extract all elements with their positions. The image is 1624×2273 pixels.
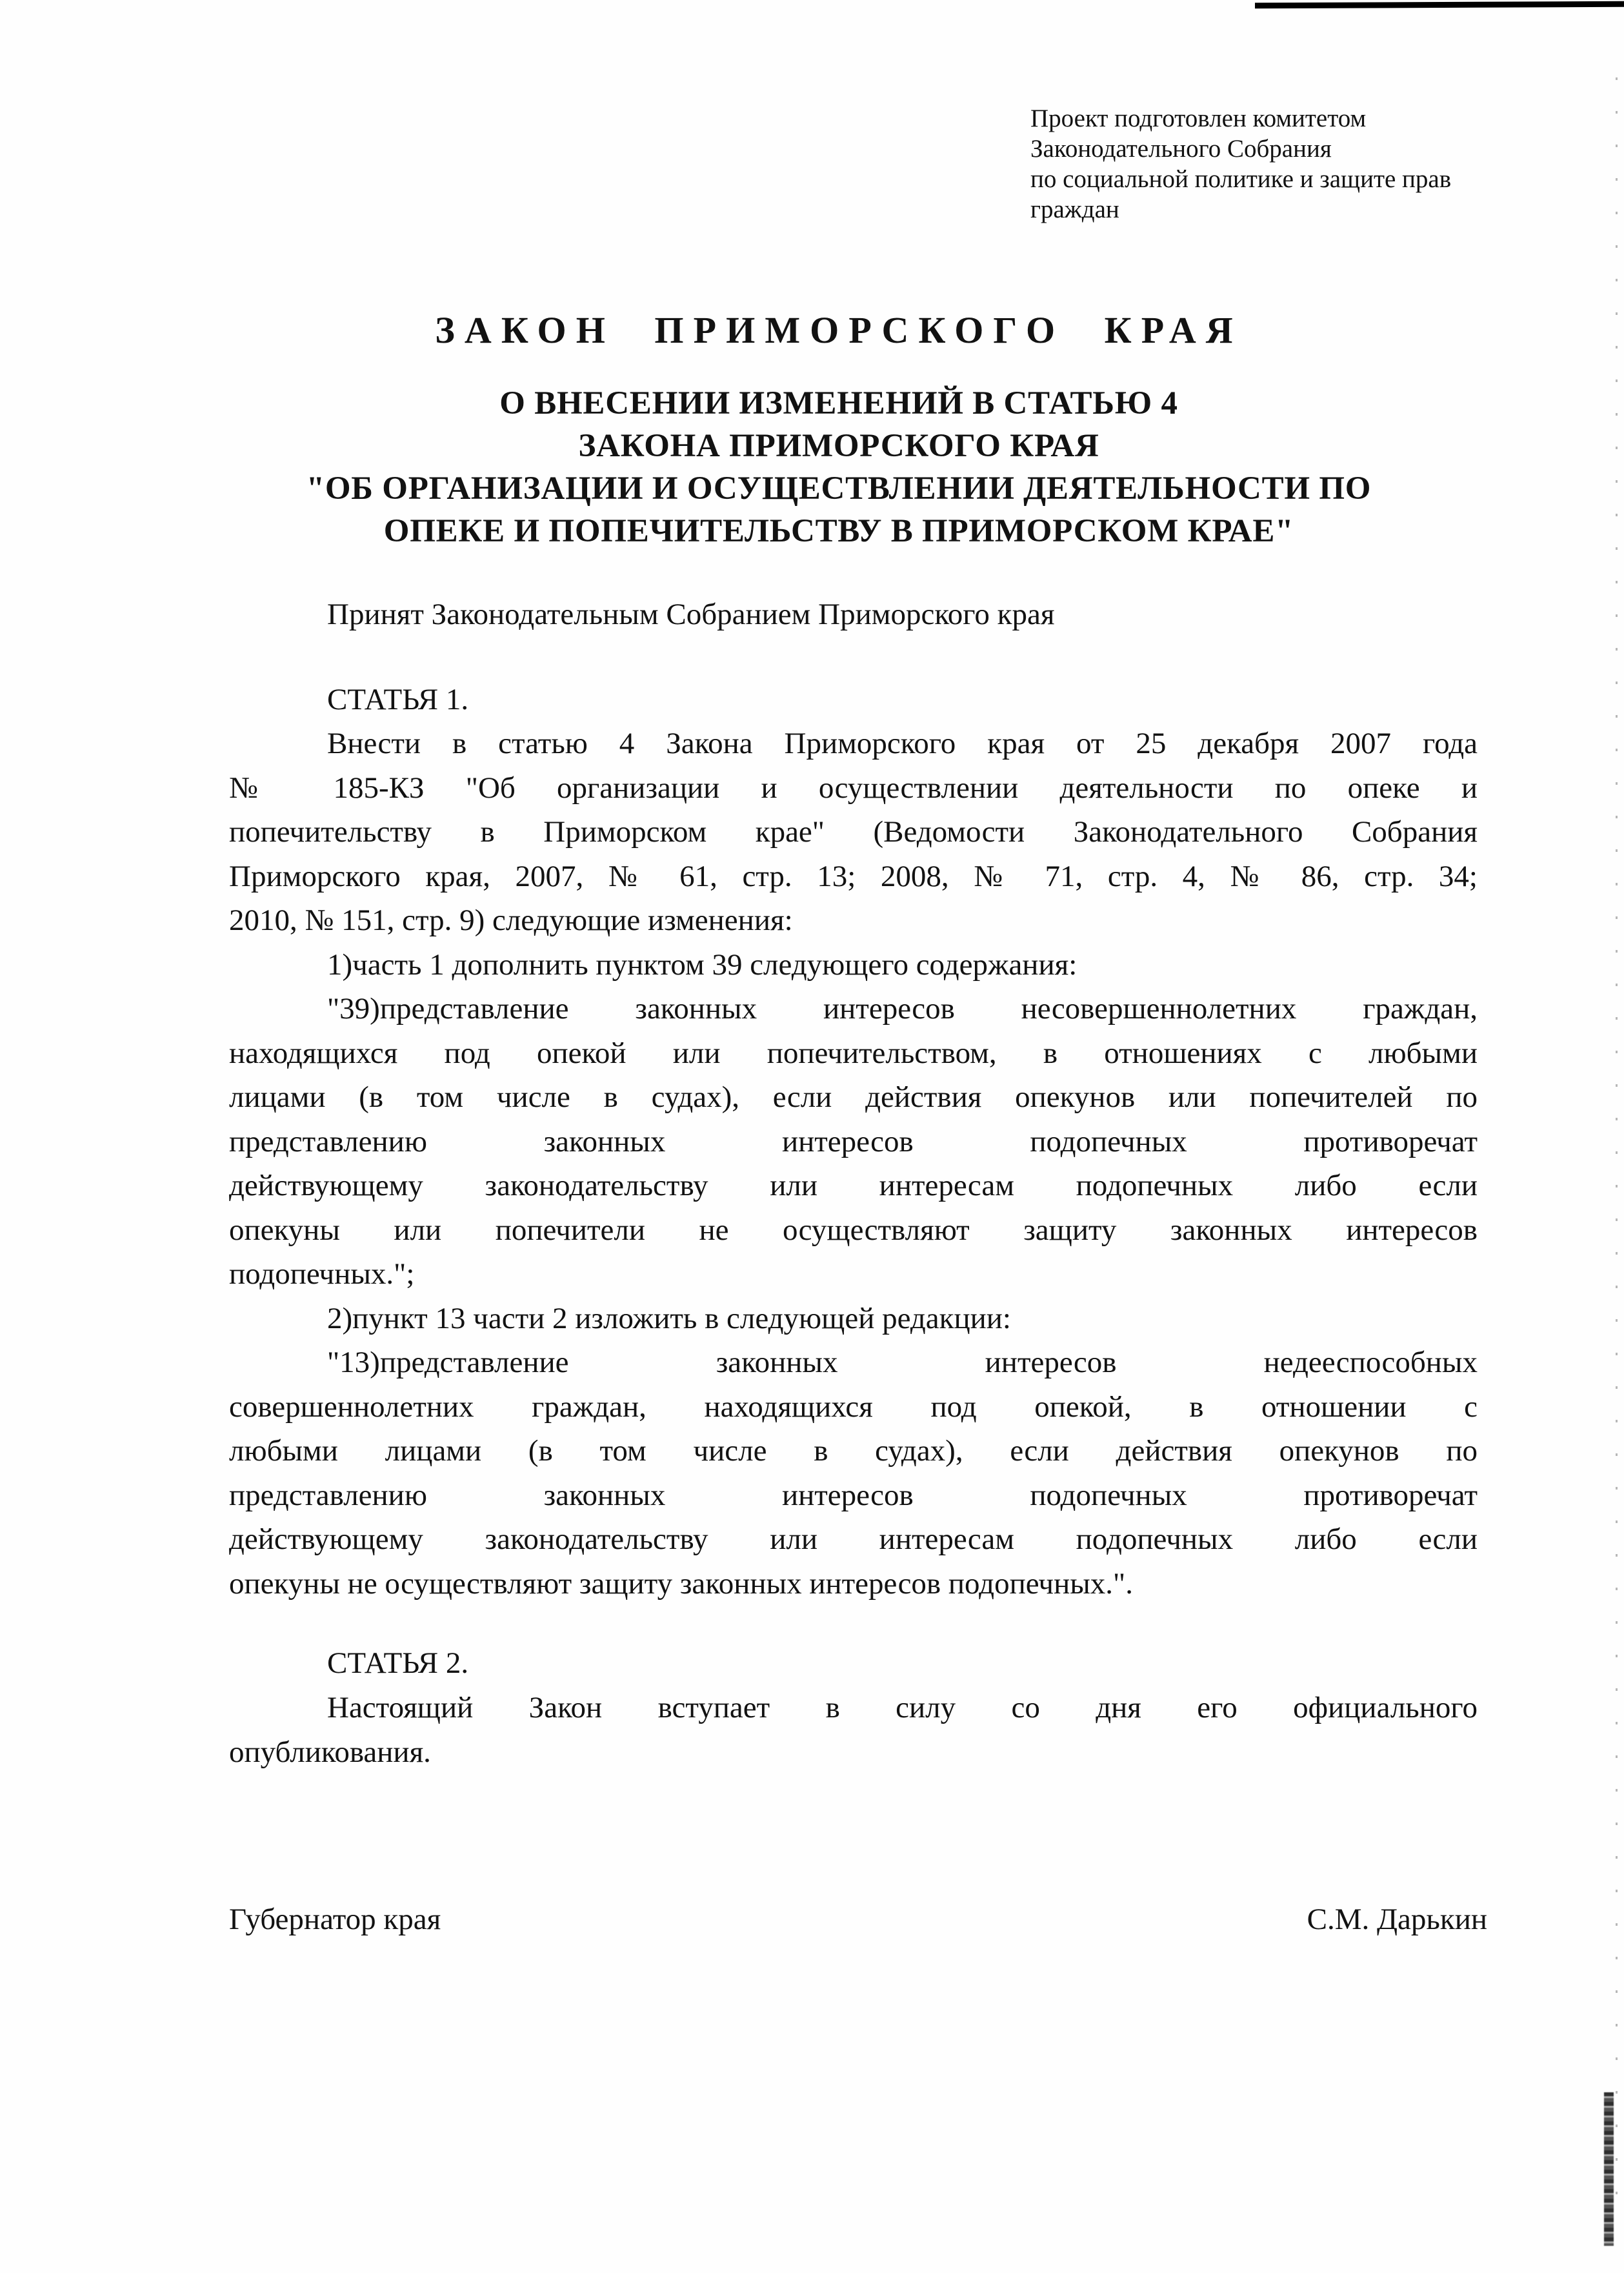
header-note-line: граждан: [1030, 196, 1119, 223]
document-subtitle-line: ОПЕКЕ И ПОПЕЧИТЕЛЬСТВУ В ПРИМОРСКОМ КРАЕ": [383, 513, 1294, 549]
article-1-text-line: представлению законных интересов подопечных противоречат: [229, 1478, 1478, 1512]
document-subtitle: [161, 382, 1516, 552]
article-1-text-line: № 185-КЗ "Об организации и осуществлении деятельности по опеке и: [229, 771, 1478, 805]
document-subtitle-line: "ОБ ОРГАНИЗАЦИИ И ОСУЩЕСТВЛЕНИИ ДЕЯТЕЛЬНОСТИ ПО: [306, 470, 1372, 507]
article-2-text-line: Настоящий Закон вступает в силу со дня его официального: [327, 1691, 1478, 1724]
article-1-text-line: Приморского края, 2007, № 61, стр. 13; 2008, № 71, стр. 4, № 86, стр. 34;: [229, 859, 1478, 893]
signature-name: С.М. Дарькин: [1307, 1903, 1487, 1936]
article-1-text-line: опекуны не осуществляют защиту законных интересов подопечных.".: [229, 1566, 1133, 1601]
article-1-text-line: 1)часть 1 дополнить пунктом 39 следующего содержания:: [327, 947, 1078, 982]
article-1-text-line: действующему законодательству или интересам подопечных либо если: [229, 1522, 1478, 1556]
scan-artifact-top-bar: [1255, 1, 1624, 9]
signature-row: [229, 1897, 1487, 1941]
signature-position: Губернатор края: [229, 1903, 441, 1936]
scan-artifact-bottom-streak: [1604, 2092, 1614, 2246]
article-1-text-line: действующему законодательству или интересам подопечных либо если: [229, 1169, 1478, 1202]
article-1-text-line: лицами (в том числе в судах), если действия опекунов или попечителей по: [229, 1080, 1478, 1114]
header-note: [1030, 103, 1559, 225]
article-1-text-line: совершеннолетних граждан, находящихся под опекой, в отношении с: [229, 1389, 1478, 1424]
document-subtitle-line: ЗАКОНА ПРИМОРСКОГО КРАЯ: [578, 428, 1099, 464]
article-1-text-line: "39)представление законных интересов несовершеннолетних граждан,: [327, 992, 1478, 1025]
document-title: ЗАКОН ПРИМОРСКОГО КРАЯ: [435, 309, 1243, 351]
article-1-text-line: 2010, № 151, стр. 9) следующие изменения:: [229, 904, 793, 937]
header-note-line: по социальной политике и защите прав: [1030, 165, 1452, 193]
article-2-heading: СТАТЬЯ 2.: [327, 1646, 469, 1680]
article-1-text-line: 2)пункт 13 части 2 изложить в следующей редакции:: [327, 1301, 1011, 1335]
article-1-text-line: любыми лицами (в том числе в судах), если действия опекунов по: [229, 1434, 1478, 1468]
adoption-line: Принят Законодательным Собранием Приморского края: [327, 598, 1055, 631]
document-subtitle-line: О ВНЕСЕНИИ ИЗМЕНЕНИЙ В СТАТЬЮ 4: [499, 385, 1178, 421]
article-1-text-line: опекуны или попечители не осуществляют защиту законных интересов: [229, 1213, 1478, 1247]
article-2-body: [229, 1686, 1478, 1774]
scan-artifact-right-edge-noise: [1616, 77, 1618, 2194]
article-2-text-line: опубликования.: [229, 1735, 431, 1769]
article-1-text-line: "13)представление законных интересов недееспособных: [327, 1346, 1478, 1379]
article-1-heading: СТАТЬЯ 1.: [327, 683, 469, 716]
article-1-text-line: попечительству в Приморском крае" (Ведомости Законодательного Собрания: [229, 815, 1478, 849]
header-note-line: Законодательного Собрания: [1030, 135, 1332, 163]
article-1-text-line: представлению законных интересов подопечных противоречат: [229, 1124, 1478, 1158]
article-1-text-line: находящихся под опекой или попечительством, в отношениях с любыми: [229, 1036, 1478, 1070]
article-1-text-line: подопечных.";: [229, 1257, 415, 1291]
article-1-text-line: Внести в статью 4 Закона Приморского края от 25 декабря 2007 года: [327, 727, 1478, 760]
header-note-line: Проект подготовлен комитетом: [1030, 105, 1367, 132]
article-1-body: [229, 722, 1478, 1606]
